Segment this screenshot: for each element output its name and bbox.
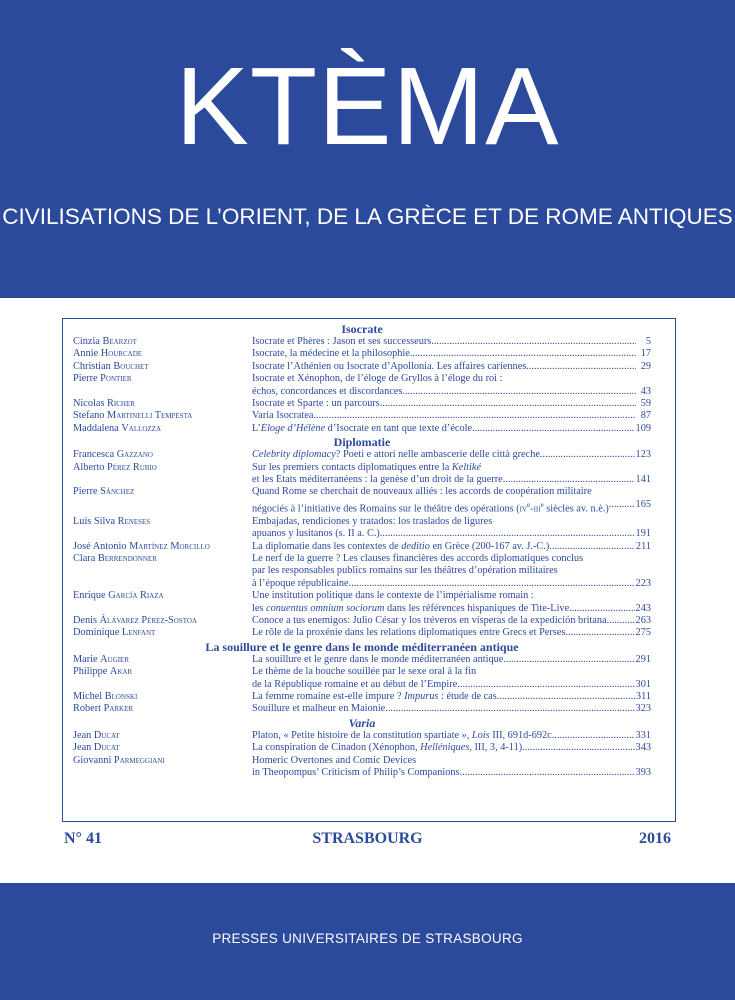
dot-leader (472, 423, 634, 435)
author-name (73, 398, 252, 410)
author-name (73, 666, 252, 691)
title-line (252, 516, 651, 528)
title-text (252, 590, 534, 602)
title-line (252, 679, 651, 691)
dot-leader (431, 336, 636, 348)
author-name (73, 423, 252, 435)
page-number: 211 (635, 540, 651, 552)
author-first-name: Cinzia (73, 336, 100, 347)
title-segment: La conspiration de Cinadon (Xénophon, (252, 742, 421, 754)
title-text (252, 541, 549, 553)
title-line (252, 603, 651, 615)
author-last-name: Sánchez (100, 486, 135, 498)
title-segment: siècles av. n.è.) (543, 503, 609, 515)
author-last-name: Álávarez Pérez-Sostoa (99, 614, 197, 626)
dot-leader (503, 474, 635, 486)
title-line (252, 703, 651, 715)
author-first-name: Francesca (73, 449, 115, 461)
title-text (252, 755, 416, 767)
author-first-name: Dominique (73, 627, 120, 639)
title-segment: ? Poeti e attori nelle ambascerie delle città greche (335, 449, 540, 461)
title-segment: La diplomatie dans les contextes de (252, 540, 402, 552)
toc-entry (73, 462, 651, 487)
entry-title (252, 423, 651, 435)
author-last-name: Parker (103, 703, 134, 715)
title-segment: Keltiké (451, 461, 482, 473)
toc-entry (73, 615, 651, 627)
entry-title (252, 398, 651, 410)
author-last-name: Lenfant (121, 627, 156, 639)
page-number: 141 (635, 474, 651, 486)
title-segment: iv (519, 503, 528, 515)
dot-leader (410, 348, 636, 360)
section-heading: Isocrate (341, 322, 383, 336)
title-line (252, 627, 651, 639)
title-line (252, 565, 651, 577)
author-first-name: Pierre (73, 373, 98, 385)
toc-entry (73, 703, 651, 715)
author-name (73, 742, 252, 754)
title-text (252, 528, 380, 540)
page-number: 43 (640, 385, 651, 397)
title-line (252, 410, 651, 422)
author-last-name: Reneses (117, 515, 151, 527)
author-last-name: Akar (109, 666, 133, 678)
title-segment: Éloge d’Hélène (260, 422, 326, 434)
page-number: 263 (635, 614, 651, 626)
title-text (252, 486, 592, 498)
toc-entry (73, 423, 651, 435)
dot-leader (503, 654, 634, 666)
author-last-name: Richer (107, 398, 135, 410)
author-name (73, 348, 252, 360)
title-segment: Embajadas, rendiciones y tratados: los traslados de ligures (252, 515, 493, 527)
entry-title (252, 742, 651, 754)
author-name (73, 336, 252, 348)
title-segment: Isocrate et Xénophon, de l’éloge de Gryllos à l’éloge du roi : (252, 373, 503, 385)
author-last-name: Vallozza (121, 422, 162, 434)
title-segment: La femme romaine est-elle impure ? (252, 690, 405, 702)
author-first-name: Michel (73, 690, 103, 702)
entry-title (252, 348, 651, 360)
entry-title (252, 410, 651, 422)
title-line (252, 361, 651, 373)
author-first-name: Jean (73, 729, 92, 741)
entry-title (252, 590, 651, 615)
dot-leader (385, 703, 634, 715)
title-line (252, 767, 651, 779)
title-segment: Isocrate, la médecine et la philosophie (252, 348, 410, 360)
publication-year: 2016 (639, 830, 671, 847)
title-segment: d’Isocrate en tant que texte d’école (325, 422, 473, 434)
dot-leader (380, 398, 636, 410)
page-number: 5 (645, 336, 651, 347)
page-number: 29 (640, 360, 651, 372)
author-name (73, 703, 252, 715)
toc-entry (73, 666, 651, 691)
author-name (73, 755, 252, 780)
title-line (252, 553, 651, 565)
entry-title (252, 755, 651, 780)
title-segment: L’ (252, 422, 261, 434)
superscript: e (540, 500, 544, 509)
title-line (252, 499, 651, 516)
title-segment: Isocrate et Phères : Jason et ses successeurs (252, 336, 432, 347)
title-line (252, 541, 651, 553)
dot-leader (313, 410, 636, 422)
page-number: 223 (635, 577, 651, 589)
author-first-name: Giovanni (73, 754, 112, 766)
table-of-contents (73, 322, 651, 779)
title-line (252, 386, 651, 398)
title-line (252, 398, 651, 410)
title-text (252, 449, 540, 461)
page-number: 17 (640, 348, 651, 360)
title-line (252, 462, 651, 474)
title-text (252, 474, 503, 486)
title-segment: Une institution politique dans le contexte de l’impérialisme romain : (252, 590, 534, 602)
entry-title (252, 449, 651, 461)
entry-title (252, 730, 651, 742)
title-segment: Souillure et malheur en Maionie (252, 703, 386, 715)
dot-leader (349, 578, 635, 590)
section-heading: Varia (348, 715, 376, 730)
title-segment: Isocrate et Sparte : un parcours (252, 398, 380, 410)
dot-leader (609, 499, 635, 516)
title-line (252, 755, 651, 767)
author-name (73, 654, 252, 666)
entry-title (252, 654, 651, 666)
title-segment: à l’époque républicaine (252, 577, 349, 589)
page-number: 123 (635, 449, 651, 461)
author-first-name: Jean (73, 742, 92, 754)
title-text (252, 654, 503, 666)
issue-number: N° 41 (64, 830, 102, 847)
title-text (252, 578, 349, 590)
page-number: 331 (635, 729, 651, 741)
title-segment: Lois (471, 729, 490, 741)
dot-leader (497, 691, 635, 703)
title-segment: Platon, « Petite histoire de la constitution spartiate », (252, 729, 472, 741)
author-last-name: Ducat (93, 742, 120, 754)
title-segment: conuentus omnium sociorum (266, 602, 385, 614)
title-segment: Homeric Overtones and Comic Devices (252, 754, 417, 766)
page-number: 343 (635, 742, 651, 754)
author-last-name: Ducat (93, 729, 120, 741)
page-number: 165 (635, 498, 651, 510)
toc-entry (73, 553, 651, 590)
title-line (252, 666, 651, 678)
title-segment: Conoce a tus enemigos: Julio César y los tréveros en vísperas de la expedición britana (252, 614, 607, 626)
title-segment: Le nerf de la guerre ? Les clauses financières des accords diplomatiques conclus (252, 552, 584, 564)
title-segment: , III, 3, 4-11) (469, 742, 523, 754)
entry-title (252, 541, 651, 553)
title-segment: Le rôle de la proxénie dans les relations diplomatiques entre Grecs et Perses (252, 627, 566, 639)
toc-entry (73, 336, 651, 348)
title-text (252, 373, 502, 385)
title-line (252, 654, 651, 666)
publication-city: STRASBOURG (312, 830, 423, 847)
title-segment: par les responsables publics romains sur les théâtres d’opération militaires (252, 565, 558, 577)
title-text (252, 679, 457, 691)
toc-entry (73, 449, 651, 461)
title-line (252, 348, 651, 360)
author-name (73, 627, 252, 639)
title-segment: Quand Rome se cherchait de nouveaux alliés : les accords de coopération militaire (252, 486, 592, 498)
toc-entry (73, 541, 651, 553)
title-segment: négociés à l’initiative des Romains sur le théâtre des opérations ( (252, 503, 520, 515)
author-last-name: Gazzano (116, 449, 153, 461)
title-segment: Le thème de la bouche souillée par le sexe oral à la fin (252, 666, 477, 678)
title-segment: - (530, 503, 534, 515)
author-first-name: Luis Silva (73, 515, 116, 527)
entry-title (252, 553, 651, 590)
entry-title (252, 516, 651, 541)
author-first-name: Denis (73, 614, 98, 626)
author-name (73, 516, 252, 541)
author-name (73, 373, 252, 398)
author-first-name: Pierre (73, 486, 98, 498)
page-number: 59 (640, 398, 651, 410)
dot-leader (540, 449, 635, 461)
title-segment: III, 691d-692c (489, 729, 552, 741)
title-segment: Impurus (404, 690, 439, 702)
author-first-name: Christian (73, 360, 111, 372)
title-text (252, 730, 552, 742)
title-line (252, 373, 651, 385)
author-first-name: Maddalena (73, 422, 119, 434)
page-number: 243 (635, 602, 651, 614)
title-segment: Celebrity diplomacy (252, 449, 336, 461)
toc-entry (73, 410, 651, 422)
title-segment: Isocrate l’Athénien ou Isocrate d’Apollonia. Les affaires cariennes (252, 360, 527, 372)
author-name (73, 691, 252, 703)
author-name (73, 410, 252, 422)
title-text (252, 666, 476, 678)
page-number: 291 (635, 653, 651, 665)
title-line (252, 615, 651, 627)
title-text (252, 516, 492, 528)
title-text (252, 627, 565, 639)
author-first-name: Clara (73, 552, 96, 564)
entry-title (252, 462, 651, 487)
toc-entry (73, 742, 651, 754)
title-text (252, 742, 522, 754)
author-first-name: Annie (73, 348, 99, 360)
entry-title (252, 486, 651, 515)
title-segment: en Grèce (200-167 av. J.-C.) (429, 540, 550, 552)
dot-leader (552, 730, 635, 742)
dot-leader (380, 528, 635, 540)
title-text (252, 336, 431, 348)
author-name (73, 730, 252, 742)
author-first-name: Enrique (73, 590, 106, 602)
author-last-name: Bearzot (102, 336, 137, 347)
author-first-name: Marie (73, 653, 98, 665)
title-line (252, 691, 651, 703)
title-line (252, 336, 651, 348)
title-text (252, 703, 385, 715)
title-text (252, 691, 497, 703)
author-last-name: Hourcade (100, 348, 143, 360)
journal-title: KTÈMA (175, 45, 560, 168)
dot-leader (402, 386, 636, 398)
page-number: 275 (635, 627, 651, 639)
dot-leader (549, 541, 635, 553)
title-line (252, 474, 651, 486)
title-text (252, 398, 380, 410)
author-last-name: Berrendonner (97, 552, 157, 564)
title-text (252, 410, 313, 422)
title-line (252, 742, 651, 754)
title-line (252, 449, 651, 461)
title-segment: : étude de cas (438, 690, 497, 702)
author-last-name: Augier (100, 653, 129, 665)
author-name (73, 462, 252, 487)
author-last-name: Blonski (104, 690, 138, 702)
author-last-name: Bouchet (113, 360, 149, 372)
entry-title (252, 336, 651, 348)
entry-title (252, 615, 651, 627)
title-segment: les (252, 602, 267, 614)
author-first-name: José Antonio (73, 540, 127, 552)
title-text (252, 462, 481, 474)
title-text (252, 565, 558, 577)
title-segment: et les États méditerranéens : la genèse d’un droit de la guerre (252, 474, 503, 486)
author-name (73, 615, 252, 627)
author-first-name: Alberto (73, 461, 105, 473)
title-segment: in Theopompus’ Criticism of Philip’s Companions (252, 767, 460, 779)
page-number: 87 (640, 410, 651, 422)
section-heading: La souillure et le genre dans le monde méditerranéen antique (205, 639, 519, 654)
title-text (252, 386, 402, 398)
author-last-name: Martinelli Tempesta (107, 410, 193, 422)
title-segment: deditio (401, 540, 430, 552)
author-name (73, 486, 252, 515)
page-number: 393 (635, 767, 651, 779)
entry-title (252, 691, 651, 703)
title-line (252, 423, 651, 435)
entry-title (252, 373, 651, 398)
page-number: 109 (635, 422, 651, 434)
dot-leader (565, 627, 634, 639)
title-text (252, 603, 569, 615)
toc-entry (73, 627, 651, 639)
title-text (252, 767, 460, 779)
author-first-name: Robert (73, 703, 102, 715)
author-name (73, 553, 252, 590)
title-line (252, 486, 651, 498)
author-last-name: García Riaza (108, 590, 164, 602)
title-line (252, 578, 651, 590)
title-text (252, 615, 607, 627)
title-segment: de la République romaine et au début de l’Empire (252, 678, 458, 690)
toc-entry (73, 516, 651, 541)
toc-entry (73, 654, 651, 666)
title-text (252, 423, 472, 435)
title-segment: Helléniques (420, 742, 470, 754)
title-text (252, 553, 583, 565)
superscript: e (527, 500, 531, 509)
author-name (73, 449, 252, 461)
dot-leader (607, 615, 635, 627)
toc-entry (73, 691, 651, 703)
author-name (73, 541, 252, 553)
author-last-name: Parmeggiani (113, 754, 165, 766)
title-segment: apuanos y lusitanos (s. II a. C.) (252, 528, 380, 540)
title-text (252, 499, 609, 516)
journal-subtitle: CIVILISATIONS DE L’ORIENT, DE LA GRÈCE ET DE ROME ANTIQUES (2, 204, 733, 229)
dot-leader (569, 603, 634, 615)
page-number: 311 (635, 690, 651, 702)
title-segment: iii (533, 503, 541, 515)
toc-entry (73, 398, 651, 410)
dot-leader (457, 679, 634, 691)
title-text (252, 348, 410, 360)
entry-title (252, 627, 651, 639)
entry-title (252, 361, 651, 373)
title-line (252, 528, 651, 540)
author-first-name: Philippe (73, 666, 108, 678)
entry-title (252, 666, 651, 691)
author-last-name: Pérez Rubio (107, 461, 157, 473)
publisher-name: PRESSES UNIVERSITAIRES DE STRASBOURG (212, 931, 523, 946)
title-segment: Sur les premiers contacts diplomatiques entre la (252, 461, 452, 473)
page-number: 301 (635, 678, 651, 690)
author-last-name: Martínez Morcillo (129, 540, 210, 552)
page-number: 191 (635, 528, 651, 540)
title-line (252, 730, 651, 742)
author-name (73, 590, 252, 615)
title-segment: La souillure et le genre dans le monde méditerranéen antique (252, 653, 504, 665)
toc-entry (73, 730, 651, 742)
dot-leader (526, 361, 636, 373)
page-number: 323 (635, 703, 651, 715)
title-segment: Varia Isocratea (252, 410, 314, 422)
author-first-name: Nicolas (73, 398, 105, 410)
toc-entry (73, 361, 651, 373)
toc-entry (73, 348, 651, 360)
toc-entry (73, 373, 651, 398)
toc-entry (73, 486, 651, 515)
author-last-name: Pontier (100, 373, 132, 385)
dot-leader (460, 767, 635, 779)
title-segment: échos, concordances et discordances (252, 385, 403, 397)
entry-title (252, 703, 651, 715)
toc-entry (73, 590, 651, 615)
title-text (252, 361, 526, 373)
section-heading: Diplomatie (333, 435, 391, 450)
dot-leader (522, 742, 634, 754)
title-line (252, 590, 651, 602)
author-first-name: Stefano (73, 410, 105, 422)
toc-entry (73, 755, 651, 780)
title-segment: dans les références hispaniques de Tite-Live (384, 602, 570, 614)
author-name (73, 361, 252, 373)
